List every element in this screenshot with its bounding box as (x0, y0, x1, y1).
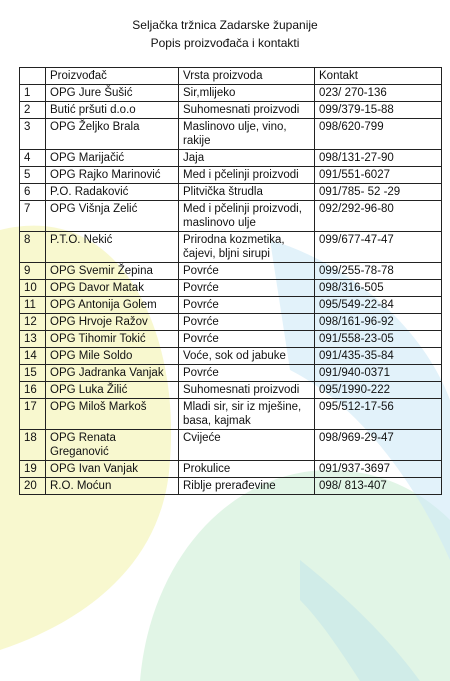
row-number: 10 (20, 280, 46, 297)
table-row (20, 297, 442, 314)
product-type: Povrće (179, 365, 315, 382)
decor-green-swoosh (140, 470, 450, 681)
header-producer: Proizvođač (46, 68, 179, 85)
product-type: Povrće (179, 280, 315, 297)
contact-phone: 098/620-799 (315, 119, 442, 150)
row-number: 4 (20, 150, 46, 167)
row-number: 16 (20, 382, 46, 399)
row-number: 11 (20, 297, 46, 314)
row-number: 20 (20, 478, 46, 495)
row-number: 2 (20, 102, 46, 119)
product-type: Voće, sok od jabuke (179, 348, 315, 365)
row-number: 15 (20, 365, 46, 382)
row-number: 14 (20, 348, 46, 365)
product-type: Med i pčelinji proizvodi (179, 167, 315, 184)
row-number: 8 (20, 232, 46, 263)
row-number: 3 (20, 119, 46, 150)
producers-table (19, 67, 442, 495)
contact-phone: 095/549-22-84 (315, 297, 442, 314)
product-type: Sir,mlijeko (179, 85, 315, 102)
table-row (20, 399, 442, 430)
product-type: Riblje prerađevine (179, 478, 315, 495)
table-row (20, 348, 442, 365)
contact-phone: 091/551-6027 (315, 167, 442, 184)
product-type: Maslinovo ulje, vino, rakije (179, 119, 315, 150)
producer-name: OPG Rajko Marinović (46, 167, 179, 184)
table-row (20, 430, 442, 461)
table-row (20, 201, 442, 232)
contact-phone: 095/1990-222 (315, 382, 442, 399)
contact-phone: 091/785- 52 -29 (315, 184, 442, 201)
row-number: 1 (20, 85, 46, 102)
row-number: 17 (20, 399, 46, 430)
table-row (20, 461, 442, 478)
table-row (20, 478, 442, 495)
table-row (20, 150, 442, 167)
contact-phone: 098/ 813-407 (315, 478, 442, 495)
table-row (20, 167, 442, 184)
producer-name: OPG Luka Žilić (46, 382, 179, 399)
product-type: Prokulice (179, 461, 315, 478)
contact-phone: 099/379-15-88 (315, 102, 442, 119)
producer-name: OPG Hrvoje Ražov (46, 314, 179, 331)
contact-phone: 091/937-3697 (315, 461, 442, 478)
row-number: 7 (20, 201, 46, 232)
producer-name: P.T.O. Nekić (46, 232, 179, 263)
row-number: 13 (20, 331, 46, 348)
producer-name: OPG Mile Soldo (46, 348, 179, 365)
product-type: Povrće (179, 331, 315, 348)
contact-phone: 099/677-47-47 (315, 232, 442, 263)
product-type: Povrće (179, 263, 315, 280)
producer-name: OPG Višnja Zelić (46, 201, 179, 232)
document-title: Seljačka tržnica Zadarske županije (132, 18, 318, 32)
contact-phone: 098/316-505 (315, 280, 442, 297)
producer-name: OPG Renata Greganović (46, 430, 179, 461)
producer-name: R.O. Moćun (46, 478, 179, 495)
row-number: 9 (20, 263, 46, 280)
table-row (20, 184, 442, 201)
contact-phone: 098/969-29-47 (315, 430, 442, 461)
product-type: Povrće (179, 314, 315, 331)
header-number (20, 68, 46, 85)
table-row (20, 102, 442, 119)
row-number: 18 (20, 430, 46, 461)
table-header-row (20, 68, 442, 85)
contact-phone: 091/435-35-84 (315, 348, 442, 365)
producer-name: OPG Željko Brala (46, 119, 179, 150)
table-row (20, 263, 442, 280)
table-row (20, 314, 442, 331)
producer-name: OPG Tihomir Tokić (46, 331, 179, 348)
product-type: Plitvička štrudla (179, 184, 315, 201)
product-type: Mladi sir, sir iz mješine, basa, kajmak (179, 399, 315, 430)
producer-name: Butić pršuti d.o.o (46, 102, 179, 119)
document-subtitle: Popis proizvođača i kontakti (150, 36, 300, 50)
table-row (20, 331, 442, 348)
contact-phone: 098/131-27-90 (315, 150, 442, 167)
product-type: Jaja (179, 150, 315, 167)
producer-name: OPG Jure Šušić (46, 85, 179, 102)
table-row (20, 382, 442, 399)
producer-name: OPG Antonija Golem (46, 297, 179, 314)
producer-name: OPG Davor Matak (46, 280, 179, 297)
row-number: 6 (20, 184, 46, 201)
product-type: Prirodna kozmetika, čajevi, bljni sirupi (179, 232, 315, 263)
table-row (20, 119, 442, 150)
row-number: 5 (20, 167, 46, 184)
producer-name: OPG Svemir Žepina (46, 263, 179, 280)
contact-phone: 091/558-23-05 (315, 331, 442, 348)
producer-name: OPG Ivan Vanjak (46, 461, 179, 478)
contact-phone: 091/940-0371 (315, 365, 442, 382)
product-type: Suhomesnati proizvodi (179, 102, 315, 119)
product-type: Suhomesnati proizvodi (179, 382, 315, 399)
contact-phone: 092/292-96-80 (315, 201, 442, 232)
table-row (20, 85, 442, 102)
contact-phone: 095/512-17-56 (315, 399, 442, 430)
contact-phone: 023/ 270-136 (315, 85, 442, 102)
table-row (20, 232, 442, 263)
producer-name: OPG Miloš Markoš (46, 399, 179, 430)
table-row (20, 280, 442, 297)
producer-name: OPG Marijačić (46, 150, 179, 167)
header-contact: Kontakt (315, 68, 442, 85)
contact-phone: 098/161-96-92 (315, 314, 442, 331)
product-type: Cvijeće (179, 430, 315, 461)
table-row (20, 365, 442, 382)
header-product-type: Vrsta proizvoda (179, 68, 315, 85)
product-type: Povrće (179, 297, 315, 314)
row-number: 19 (20, 461, 46, 478)
contact-phone: 099/255-78-78 (315, 263, 442, 280)
producer-name: OPG Jadranka Vanjak (46, 365, 179, 382)
row-number: 12 (20, 314, 46, 331)
product-type: Med i pčelinji proizvodi, maslinovo ulje (179, 201, 315, 232)
table-body (20, 85, 442, 495)
producer-name: P.O. Radaković (46, 184, 179, 201)
